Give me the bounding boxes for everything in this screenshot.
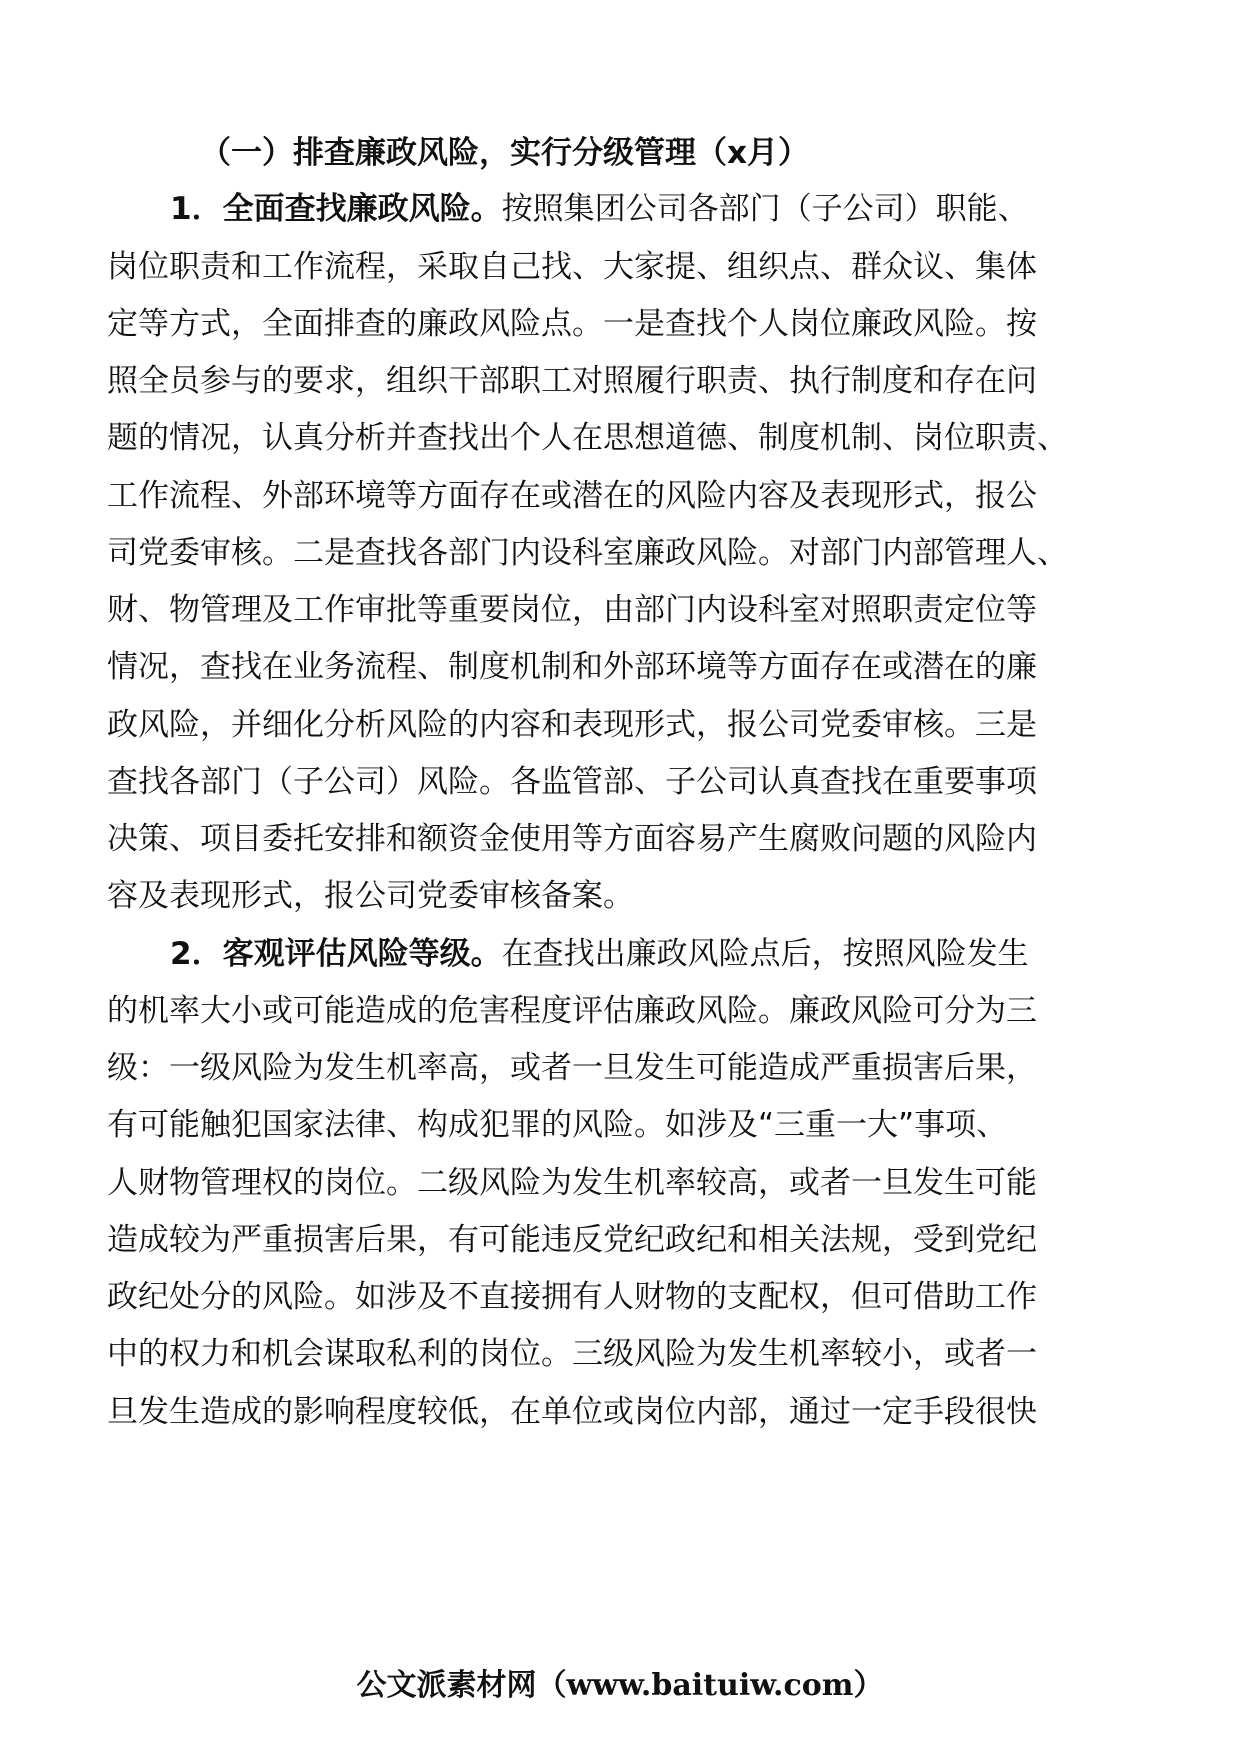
paragraph-1-line: 按照集团公司各部门（子公司）职能、: [501, 191, 1029, 227]
paragraph-1-line: 岗位职责和工作流程，采取自己找、大家提、组织点、群众议、集体: [107, 249, 1037, 285]
paragraph-2-line: 在查找出廉政风险点后，按照风险发生: [501, 936, 1029, 972]
paragraph-2-line: 政纪处分的风险。如涉及不直接拥有人财物的支配权，但可借助工作: [107, 1279, 1037, 1315]
paragraph-1-line: 容及表现形式，报公司党委审核备案。: [107, 878, 634, 914]
paragraph-2-line: 级：一级风险为发生机率高，或者一旦发生可能造成严重损害后果，: [107, 1050, 1037, 1086]
section-heading: （一）排查廉政风险，实行分级管理（x月）: [200, 135, 809, 171]
paragraph-1-line: 司党委审核。二是查找各部门内设科室廉政风险。对部门内部管理人、: [107, 535, 1068, 571]
paragraph-2-title: 客观评估风险等级。: [222, 936, 502, 972]
paragraph-2-line: 旦发生造成的影响程度较低，在单位或岗位内部，通过一定手段很快: [107, 1394, 1037, 1430]
paragraph-2-line: 造成较为严重损害后果，有可能违反党纪政纪和相关法规，受到党纪: [107, 1222, 1037, 1258]
paragraph-1-line: 题的情况，认真分析并查找出个人在思想道德、制度机制、岗位职责、: [107, 420, 1068, 456]
paragraph-1-line: 定等方式，全面排查的廉政风险点。一是查找个人岗位廉政风险。按: [107, 306, 1037, 342]
paragraph-1-first-line: [170, 187, 1029, 231]
paragraph-1-line: 工作流程、外部环境等方面存在或潜在的风险内容及表现形式，报公: [107, 478, 1037, 514]
paragraph-1-line: 查找各部门（子公司）风险。各监管部、子公司认真查找在重要事项: [107, 764, 1037, 800]
paragraph-1-number: 1．: [170, 191, 223, 227]
paragraph-1-line: 情况，查找在业务流程、制度机制和外部环境等方面存在或潜在的廉: [107, 649, 1037, 685]
watermark-footer: 公文派素材网（www.baituiw.com）: [356, 1668, 884, 1703]
paragraph-2-number: 2．: [170, 936, 223, 972]
paragraph-2-line: 人财物管理权的岗位。二级风险为发生机率较高，或者一旦发生可能: [107, 1165, 1037, 1201]
paragraph-2-line: 的机率大小或可能造成的危害程度评估廉政风险。廉政风险可分为三: [107, 993, 1037, 1029]
paragraph-1-line: 照全员参与的要求，组织干部职工对照履行职责、执行制度和存在问: [107, 363, 1037, 399]
paragraph-1-title: 全面查找廉政风险。: [222, 191, 502, 227]
paragraph-1-line: 政风险，并细化分析风险的内容和表现形式，报公司党委审核。三是: [107, 707, 1037, 743]
paragraph-1-line: 决策、项目委托安排和额资金使用等方面容易产生腐败问题的风险内: [107, 821, 1037, 857]
paragraph-1-line: 财、物管理及工作审批等重要岗位，由部门内设科室对照职责定位等: [107, 592, 1037, 628]
paragraph-2-first-line: [170, 932, 1029, 976]
paragraph-2-line: 有可能触犯国家法律、构成犯罪的风险。如涉及“三重一大”事项、: [107, 1107, 1008, 1143]
paragraph-2-line: 中的权力和机会谋取私利的岗位。三级风险为发生机率较小，或者一: [107, 1336, 1037, 1372]
